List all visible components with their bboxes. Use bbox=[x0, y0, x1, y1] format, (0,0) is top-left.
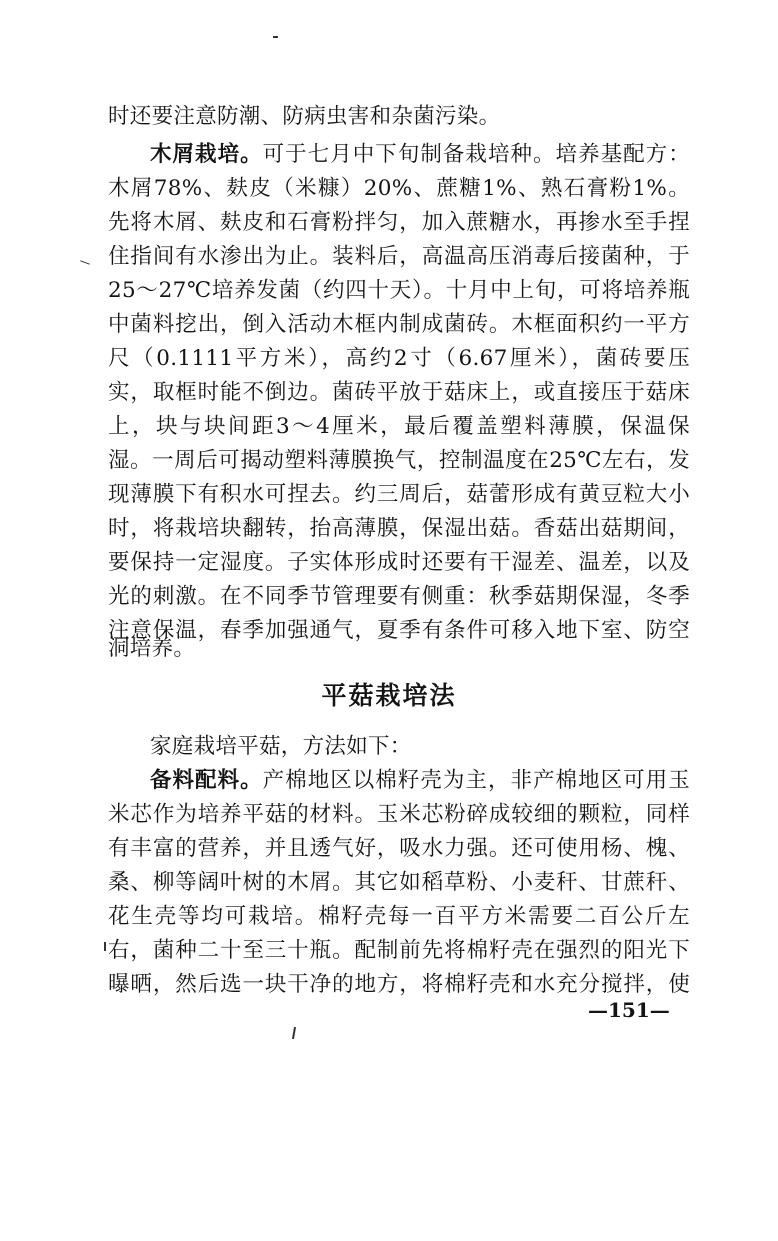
text-line: 中菌料挖出，倒入活动木框内制成菌砖。木框面积约一平方 bbox=[108, 312, 690, 337]
text-line: 时还要注意防潮、防病虫害和杂菌污染。 bbox=[108, 104, 501, 129]
paragraph-line bbox=[150, 764, 690, 798]
scan-speck bbox=[104, 942, 106, 951]
section-lead: 备料配料。 bbox=[150, 768, 263, 793]
text-line: 湿。一周后可揭动塑料薄膜换气，控制温度在25℃左右，发 bbox=[108, 448, 690, 473]
text-line: 曝晒，然后选一块干净的地方，将棉籽壳和水充分搅拌，使 bbox=[108, 972, 690, 997]
intro-line: 家庭栽培平菇，方法如下： bbox=[150, 734, 412, 759]
text-line: 上，块与块间距3～4厘米，最后覆盖塑料薄膜，保温保 bbox=[108, 414, 690, 439]
text-line: 米芯作为培养平菇的材料。玉米芯粉碎成较细的颗粒，同样 bbox=[108, 802, 690, 827]
text-span: 可于七月中下旬制备栽培种。培养基配方： bbox=[262, 142, 690, 167]
section-heading: 平菇栽培法 bbox=[321, 681, 457, 710]
text-line: 注意保温，春季加强通气，夏季有条件可移入地下室、防空 bbox=[108, 618, 690, 643]
scan-speck bbox=[292, 1027, 296, 1039]
text-line: 实，取框时能不倒边。菌砖平放于菇床上，或直接压于菇床 bbox=[108, 380, 690, 405]
paragraph-line bbox=[150, 138, 690, 172]
scan-speck bbox=[80, 260, 90, 264]
section-lead: 木屑栽培。 bbox=[150, 142, 263, 167]
text-line: 桑、柳等阔叶树的木屑。其它如稻草粉、小麦秆、甘蔗秆、 bbox=[108, 870, 690, 895]
text-line: 花生壳等均可栽培。棉籽壳每一百平方米需要二百公斤左 bbox=[108, 904, 690, 929]
text-line: 25～27℃培养发菌（约四十天）。十月中上旬，可将培养瓶 bbox=[108, 278, 690, 303]
text-line: 光的刺激。在不同季节管理要有侧重：秋季菇期保湿，冬季 bbox=[108, 584, 690, 609]
text-line: 洞培养。 bbox=[108, 636, 196, 661]
scan-speck bbox=[273, 36, 278, 38]
page-number: —151— bbox=[588, 998, 670, 1022]
text-line: 要保持一定湿度。子实体形成时还要有干湿差、温差，以及 bbox=[108, 550, 690, 575]
text-line: 木屑78%、麸皮（米糠）20%、蔗糖1%、熟石膏粉1%。 bbox=[108, 176, 690, 201]
text-line: 右，菌种二十至三十瓶。配制前先将棉籽壳在强烈的阳光下 bbox=[108, 938, 690, 963]
text-line: 时，将栽培块翻转，抬高薄膜，保湿出菇。香菇出菇期间， bbox=[108, 516, 690, 541]
text-line: 先将木屑、麸皮和石膏粉拌匀，加入蔗糖水，再掺水至手捏 bbox=[108, 210, 690, 235]
text-span: 产棉地区以棉籽壳为主，非产棉地区可用玉 bbox=[262, 768, 690, 793]
text-line: 住指间有水渗出为止。装料后，高温高压消毒后接菌种，于 bbox=[108, 244, 690, 269]
text-line: 尺（0.1111平方米），高约2寸（6.67厘米），菌砖要压 bbox=[108, 346, 690, 371]
text-line: 有丰富的营养，并且透气好，吸水力强。还可使用杨、槐、 bbox=[108, 836, 690, 861]
text-line: 现薄膜下有积水可捏去。约三周后，菇蕾形成有黄豆粒大小 bbox=[108, 482, 690, 507]
